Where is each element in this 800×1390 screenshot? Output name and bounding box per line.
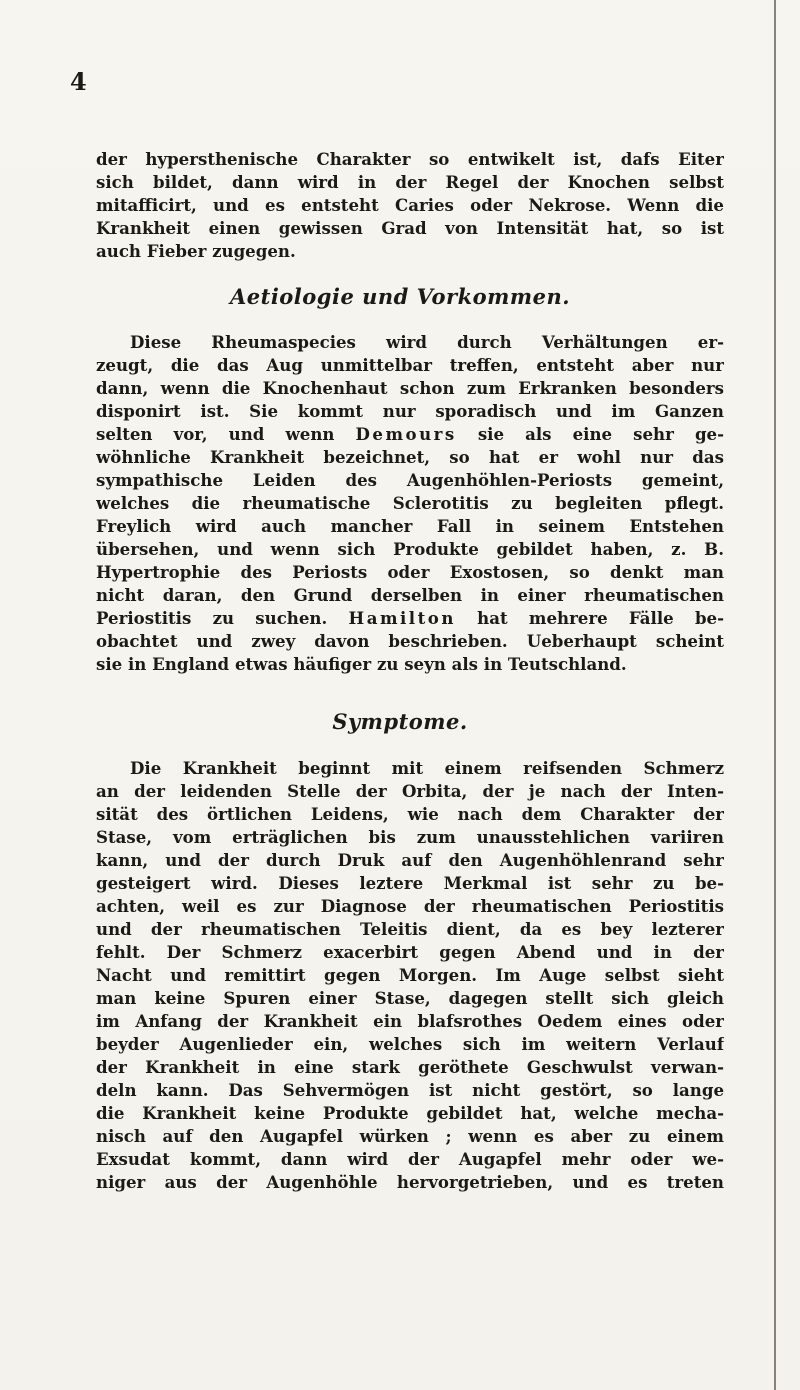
paragraph-line: die Krankheit keine Produkte gebildet hat, welche mecha- [96,1103,724,1123]
paragraph-line: man keine Spuren einer Stase, dagegen stellt sich gleich [96,988,724,1008]
paragraph-line: gesteigert wird. Dieses leztere Merkmal ist sehr zu be- [96,873,724,893]
intro-line: der hypersthenische Charakter so entwikelt ist, dafs Eiter [96,149,724,169]
paragraph-line: wöhnliche Krankheit bezeichnet, so hat er wohl nur das [96,447,724,467]
paragraph-line: Hypertrophie des Periosts oder Exostosen, so denkt man [96,562,724,582]
paragraph-line: nicht daran, den Grund derselben in einer rheumatischen [96,585,724,605]
paragraph-line: dann, wenn die Knochenhaut schon zum Erkranken besonders [96,378,724,398]
intro-line: auch Fieber zugegen. [96,241,296,261]
intro-line: Krankheit einen gewissen Grad von Intensität hat, so ist [96,218,724,238]
paragraph-line: sympathische Leiden des Augenhöhlen-Periosts gemeint, [96,470,724,490]
paragraph-line: der Krankheit in eine stark geröthete Geschwulst verwan- [96,1057,724,1077]
paragraph-line: Exsudat kommt, dann wird der Augapfel mehr oder we- [96,1149,724,1169]
paragraph-line: disponirt ist. Sie kommt nur sporadisch und im Ganzen [96,401,724,421]
paragraph-line: Periostitis zu suchen. Hamilton hat mehrere Fälle be- [96,608,724,628]
paragraph-line: deln kann. Das Sehvermögen ist nicht gestört, so lange [96,1080,724,1100]
paragraph-line: sie in England etwas häufiger zu seyn als in Teutschland. [96,654,627,674]
paragraph-line: niger aus der Augenhöhle hervorgetrieben, und es treten [96,1172,724,1192]
page-edge-shadow [774,0,776,1390]
paragraph-line: Die Krankheit beginnt mit einem reifsenden Schmerz [130,758,724,778]
paragraph-line: Freylich wird auch mancher Fall in seinem Entstehen [96,516,724,536]
paragraph-line: Nacht und remittirt gegen Morgen. Im Auge selbst sieht [96,965,724,985]
paragraph-line: welches die rheumatische Sclerotitis zu begleiten pflegt. [96,493,724,513]
paragraph-line: fehlt. Der Schmerz exacerbirt gegen Abend und in der [96,942,724,962]
author-name: Demours [355,424,457,444]
paragraph-line: Stase, vom erträglichen bis zum unausstehlichen variiren [96,827,724,847]
paragraph-line: selten vor, und wenn Demours sie als eine sehr ge- [96,424,724,444]
paragraph-line: zeugt, die das Aug unmittelbar treffen, entsteht aber nur [96,355,724,375]
author-name: Hamilton [348,608,456,628]
paragraph-line: obachtet und zwey davon beschrieben. Ueberhaupt scheint [96,631,724,651]
section-heading-aetiologie: Aetiologie und Vorkommen. [229,284,571,309]
paragraph-line: Diese Rheumaspecies wird durch Verhältungen er- [130,332,724,352]
paragraph-line: nisch auf den Augapfel würken ; wenn es aber zu einem [96,1126,724,1146]
intro-line: mitafficirt, und es entsteht Caries oder Nekrose. Wenn die [96,195,724,215]
page-number: 4 [70,67,87,96]
paragraph-line: und der rheumatischen Teleitis dient, da es bey lezterer [96,919,724,939]
intro-line: sich bildet, dann wird in der Regel der Knochen selbst [96,172,724,192]
section-heading-symptome: Symptome. [332,709,468,734]
paragraph-line: im Anfang der Krankheit ein blafsrothes Oedem eines oder [96,1011,724,1031]
paragraph-line: achten, weil es zur Diagnose der rheumatischen Periostitis [96,896,724,916]
paragraph-line: übersehen, und wenn sich Produkte gebildet haben, z. B. [96,539,724,559]
paragraph-line: kann, und der durch Druk auf den Augenhöhlenrand sehr [96,850,724,870]
paragraph-line: an der leidenden Stelle der Orbita, der je nach der Inten- [96,781,724,801]
paragraph-line: beyder Augenlieder ein, welches sich im weitern Verlauf [96,1034,724,1054]
paragraph-line: sität des örtlichen Leidens, wie nach dem Charakter der [96,804,724,824]
